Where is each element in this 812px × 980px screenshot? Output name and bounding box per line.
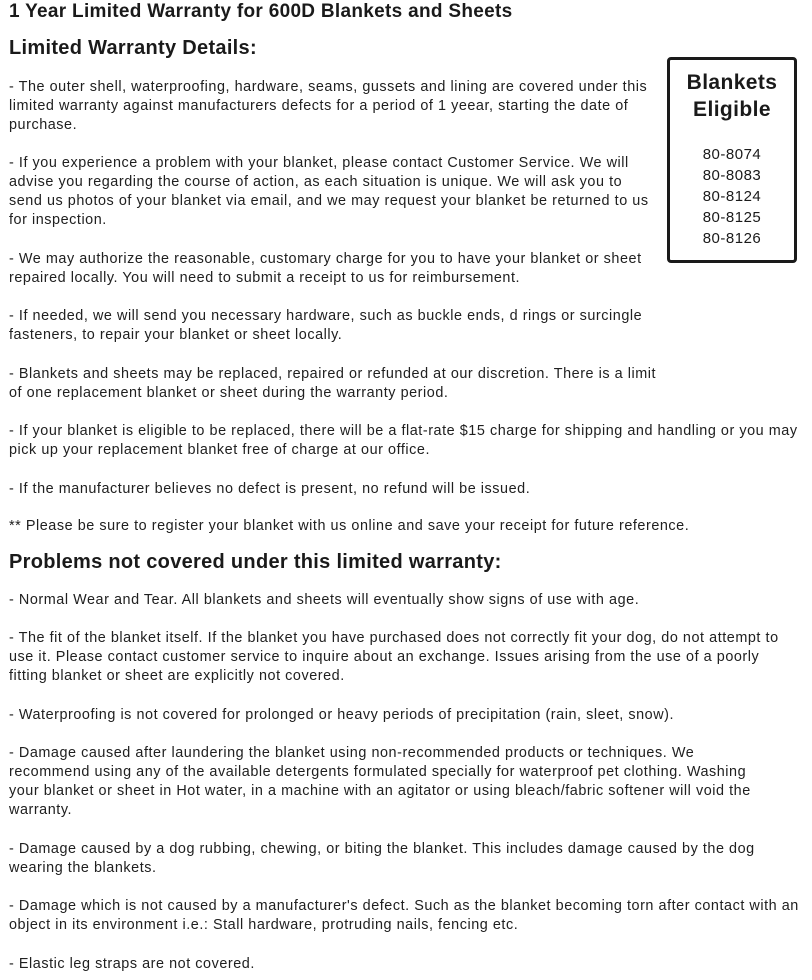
details-paragraph: - We may authorize the reasonable, customary charge for you to have your blanket or sheet repaired locally. You will need to submit a receipt to us for reimbursement. — [9, 251, 642, 286]
details-paragraph: - If you experience a problem with your blanket, please contact Customer Service. We will advise you regarding the course of action, as each situation is unique. We will ask you to send us photos of your blanket via email, and we may request your blanket be returned to us for inspection. — [9, 155, 649, 228]
eligible-blankets-box — [667, 57, 797, 263]
eligible-model-list — [670, 144, 794, 249]
warranty-details-heading: Limited Warranty Details: — [9, 37, 257, 59]
details-paragraph: - If the manufacturer believes no defect is present, no refund will be issued. — [9, 481, 531, 497]
not-covered-paragraph: - Normal Wear and Tear. All blankets and sheets will eventually show signs of use with age. — [9, 592, 640, 608]
not-covered-paragraph: - Damage which is not caused by a manufacturer's defect. Such as the blanket becoming torn after contact with an object in its environment i.e.: Stall hardware, protruding nails, fencing etc. — [9, 898, 799, 933]
details-paragraph: - The outer shell, waterproofing, hardware, seams, gussets and lining are covered under this limited warranty against manufacturers defects for a period of 1 yeear, starting the date of purchase. — [9, 79, 648, 133]
details-paragraph: - If your blanket is eligible to be replaced, there will be a flat-rate $15 charge for shipping and handling or you may pick up your replacement blanket free of charge at our office. — [9, 423, 798, 458]
model-number: 80-8126 — [702, 230, 762, 247]
model-number: 80-8074 — [702, 146, 762, 163]
register-note: ** Please be sure to register your blanket with us online and save your receipt for future reference. — [9, 518, 690, 534]
not-covered-paragraph: - Elastic leg straps are not covered. — [9, 956, 255, 972]
not-covered-paragraph: - Damage caused after laundering the blanket using non-recommended products or techniques. We recommend using any of the available detergents formulated specially for waterproof pet clothing. Washing your blanket or sheet in Hot water, in a machine with an agitator or using bleach/fabric softener will void the warranty. — [9, 745, 751, 818]
details-paragraph: - If needed, we will send you necessary hardware, such as buckle ends, d rings or surcingle fasteners, to repair your blanket or sheet locally. — [9, 308, 643, 343]
details-paragraph: - Blankets and sheets may be replaced, repaired or refunded at our discretion. There is a limit of one replacement blanket or sheet during the warranty period. — [9, 366, 657, 401]
not-covered-heading: Problems not covered under this limited warranty: — [9, 551, 502, 573]
not-covered-paragraph: - The fit of the blanket itself. If the blanket you have purchased does not correctly fit your dog, do not attempt to use it. Please contact customer service to inquire about an exchange. Issues arising from the use of a poorly fitting blanket or sheet are explicitly not covered. — [9, 630, 779, 684]
model-number: 80-8125 — [702, 209, 762, 226]
eligible-blankets-title: Blankets Eligible — [686, 71, 778, 121]
model-number: 80-8083 — [702, 167, 762, 184]
model-number: 80-8124 — [702, 188, 762, 205]
not-covered-paragraph: - Damage caused by a dog rubbing, chewing, or biting the blanket. This includes damage caused by the dog wearing the blankets. — [9, 841, 755, 876]
page-title: 1 Year Limited Warranty for 600D Blankets and Sheets — [9, 1, 513, 22]
not-covered-paragraph: - Waterproofing is not covered for prolonged or heavy periods of precipitation (rain, sleet, snow). — [9, 707, 675, 723]
